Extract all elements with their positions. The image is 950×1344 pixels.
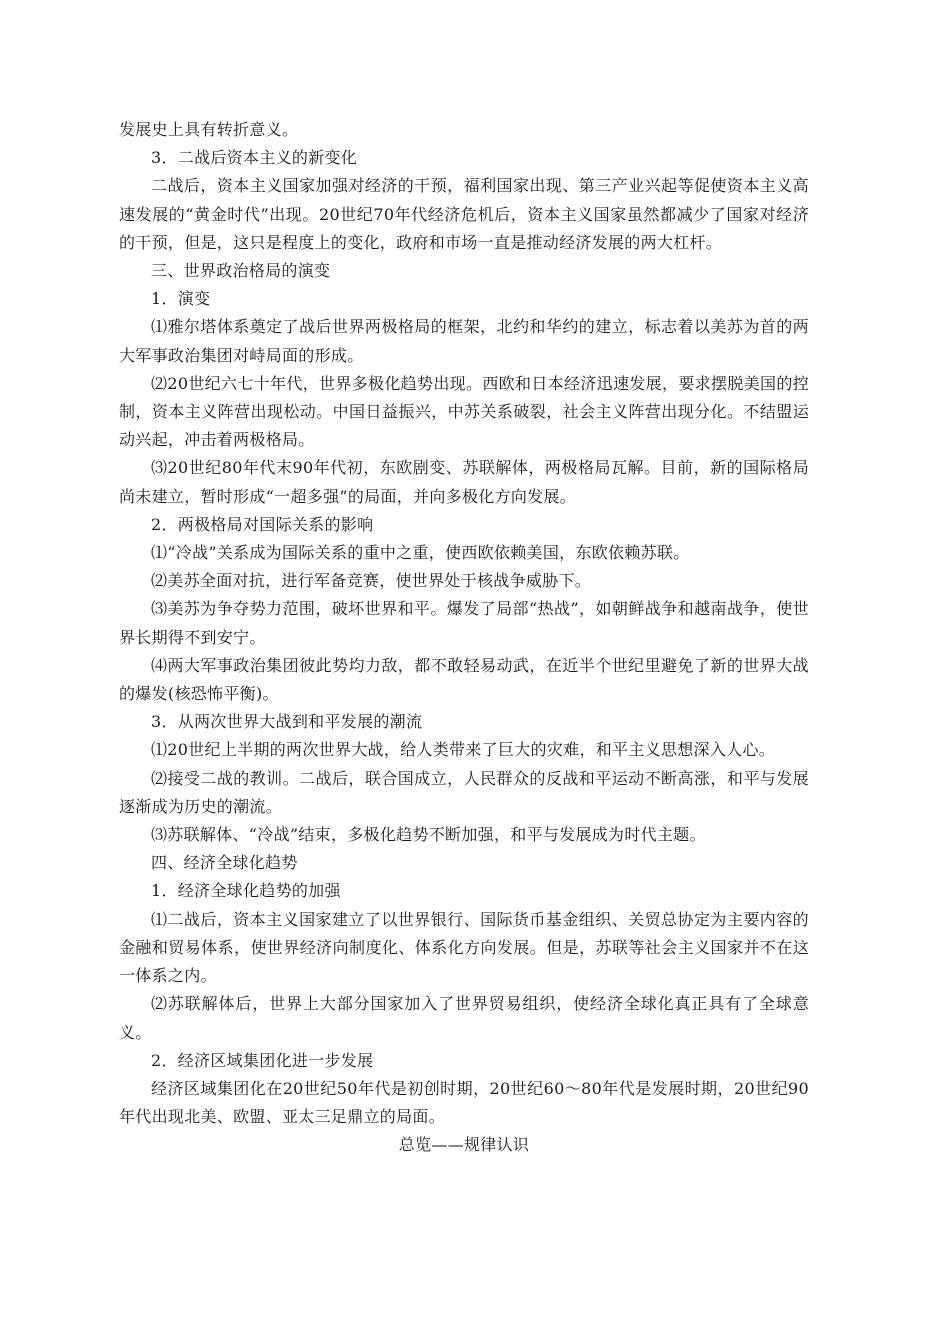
paragraph: 经济区域集团化在20世纪50年代是初创时期，20世纪60～80年代是发展时期，20世纪90年代出现北美、欧盟、亚太三足鼎立的局面。 <box>119 1078 809 1127</box>
paragraph: ⑴20世纪上半期的两次世界大战，给人类带来了巨大的灾难，和平主义思想深入人心。 <box>151 740 776 760</box>
document-page <box>119 116 809 1160</box>
section-heading: 1．演变 <box>151 289 211 309</box>
section-title-centered: 总览——规律认识 <box>398 1135 530 1155</box>
paragraph: ⑴“冷战”关系成为国际关系的重中之重，使西欧依赖美国，东欧依赖苏联。 <box>151 543 690 563</box>
section-heading: 四、经济全球化趋势 <box>151 853 298 873</box>
section-heading: 2．经济区域集团化进一步发展 <box>151 1050 374 1070</box>
section-heading: 3．从两次世界大战到和平发展的潮流 <box>151 712 423 732</box>
section-heading: 1．经济全球化趋势的加强 <box>151 881 341 901</box>
paragraph: ⑶美苏为争夺势力范围，破坏世界和平。爆发了局部“热战”，如朝鲜战争和越南战争，使世界长期得不到安宁。 <box>119 599 809 647</box>
paragraph: ⑶20世纪80年代末90年代初，东欧剧变、苏联解体，两极格局瓦解。目前，新的国际格局尚未建立，暂时形成“一超多强”的局面，并向多极化方向发展。 <box>119 458 809 506</box>
paragraph: ⑴雅尔塔体系奠定了战后世界两极格局的框架，北约和华约的建立，标志着以美苏为首的两大军事政治集团对峙局面的形成。 <box>119 317 809 365</box>
paragraph: ⑵20世纪六七十年代，世界多极化趋势出现。西欧和日本经济迅速发展，要求摆脱美国的控制，资本主义阵营出现松动。中国日益振兴，中苏关系破裂，社会主义阵营出现分化。不结盟运动兴起，冲击着两极格局。 <box>119 373 809 450</box>
paragraph: ⑵苏联解体后，世界上大部分国家加入了世界贸易组织，使经济全球化真正具有了全球意义。 <box>119 994 809 1042</box>
paragraph: ⑷两大军事政治集团彼此势均力敌，都不敢轻易动武，在近半个世纪里避免了新的世界大战的爆发(核恐怖平衡)。 <box>119 655 809 704</box>
paragraph: ⑴二战后，资本主义国家建立了以世界银行、国际货币基金组织、关贸总协定为主要内容的金融和贸易体系，使世界经济向制度化、体系化方向发展。但是，苏联等社会主义国家并不在这一体系之内。 <box>119 909 809 986</box>
paragraph: ⑶苏联解体、“冷战”结束，多极化趋势不断加强，和平与发展成为时代主题。 <box>151 825 706 845</box>
paragraph: ⑵接受二战的教训。二战后，联合国成立，人民群众的反战和平运动不断高涨，和平与发展逐渐成为历史的潮流。 <box>119 768 809 816</box>
section-heading: 3．二战后资本主义的新变化 <box>151 148 358 168</box>
section-heading: 三、世界政治格局的演变 <box>151 261 331 281</box>
paragraph: ⑵美苏全面对抗，进行军备竞赛，使世界处于核战争威胁下。 <box>151 571 592 591</box>
paragraph: 二战后，资本主义国家加强对经济的干预，福利国家出现、第三产业兴起等促使资本主义高速发展的“黄金时代”出现。20世纪70年代经济危机后，资本主义国家虽然都减少了国家对经济的干预，但是，这只是程度上的变化，政府和市场一直是推动经济发展的两大杠杆。 <box>119 176 809 252</box>
section-heading: 2．两极格局对国际关系的影响 <box>151 514 374 534</box>
paragraph: 发展史上具有转折意义。 <box>119 120 299 139</box>
